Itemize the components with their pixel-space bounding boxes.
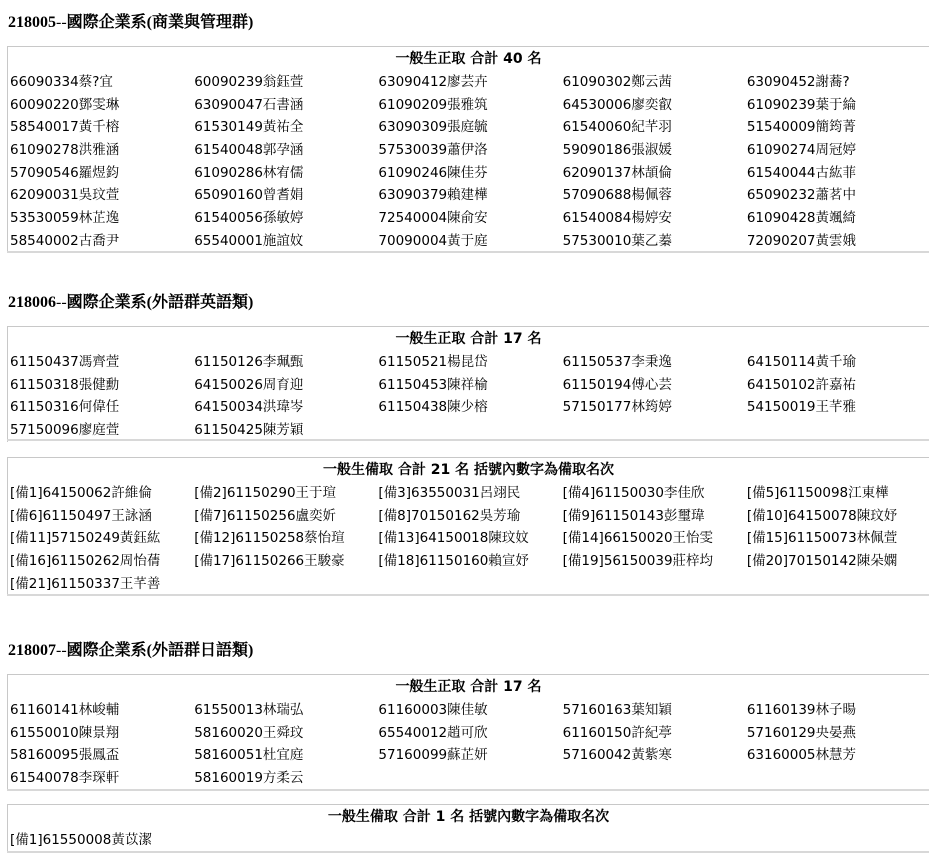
student-entry: 61090209張雅筑 xyxy=(378,96,488,113)
student-entry: 62090137林頡倫 xyxy=(562,164,672,181)
student-entry: 61150437馮齊萱 xyxy=(10,354,120,370)
student-entry: [備18]61150160賴宣妤 xyxy=(378,553,529,570)
student-entry: 61150453陳祥榆 xyxy=(378,376,488,393)
student-entry: [備8]70150162吳芳瑜 xyxy=(378,507,521,524)
student-entry: 57530010葉乙蓁 xyxy=(562,232,672,249)
dept-name: 國際企業系(外語群英語類) xyxy=(66,294,254,311)
student-entry: 61160150許紀葶 xyxy=(562,724,672,741)
student-entry: 61150194傅心芸 xyxy=(562,376,672,393)
table-row xyxy=(8,744,929,767)
list-box-bottom-border xyxy=(7,439,929,441)
student-entry: [備19]56150039莊梓均 xyxy=(562,553,714,570)
student-entry: 61550013林瑞弘 xyxy=(194,702,304,718)
student-entry xyxy=(745,829,929,852)
student-entry: 58160095張鳳盃 xyxy=(10,747,120,764)
student-entry: [備17]61150266王駿豪 xyxy=(194,553,345,570)
table-row xyxy=(8,722,929,745)
table-row xyxy=(8,829,929,852)
table-row xyxy=(8,71,929,94)
table-row xyxy=(8,527,929,550)
student-entry: 72090207黃雲娥 xyxy=(746,232,857,249)
student-entry xyxy=(192,829,376,852)
student-entry: 63090047石書涵 xyxy=(194,96,304,113)
table-row xyxy=(8,139,929,162)
list-box-bottom-border xyxy=(7,789,929,791)
student-entry: [備16]61150262周怡蒨 xyxy=(10,553,161,570)
student-entry: 61150537李秉逸 xyxy=(562,354,672,370)
student-entry: 61150521楊昆岱 xyxy=(378,354,488,370)
list-header: 一般生正取 合計 40 名 xyxy=(395,51,542,67)
list-header: 一般生備取 合計 1 名 括號內數字為備取名次 xyxy=(327,809,610,825)
list-box-bottom-border xyxy=(7,851,929,853)
student-entry: 57150177林筠婷 xyxy=(562,399,672,416)
list-box-waitlist xyxy=(7,804,929,852)
student-entry: 61150126李珮甄 xyxy=(194,354,304,370)
table-row xyxy=(8,505,929,528)
student-entry: 62090031吳玟萱 xyxy=(10,187,120,204)
student-entry: 58540002古喬尹 xyxy=(10,232,120,249)
student-entry: [備12]61150258蔡怡瑄 xyxy=(194,530,345,547)
student-entry: 65090160曾耆娟 xyxy=(194,187,304,204)
student-entry: 57160129央晏燕 xyxy=(746,724,857,741)
student-entry: 59090186張淑媛 xyxy=(562,142,672,159)
student-entry: [備3]63550031呂翊民 xyxy=(378,485,521,501)
student-entry: 61090278洪雅涵 xyxy=(10,142,120,159)
student-entry: [備7]61150256盧奕妡 xyxy=(194,507,337,524)
student-entry: 58160020王舜玟 xyxy=(194,724,304,741)
student-entry: 58160019方柔云 xyxy=(194,770,304,787)
student-entry: 57160163葉知穎 xyxy=(562,702,672,718)
student-entry: 61540084楊婷安 xyxy=(562,210,672,227)
student-entry: 66090334蔡?宜 xyxy=(10,74,113,90)
student-entry: 63090452謝蕎? xyxy=(746,74,850,90)
student-entry: [備2]61150290王于瑄 xyxy=(194,485,337,501)
student-entry: 61540060紀芊羽 xyxy=(562,119,672,136)
list-rows xyxy=(8,482,929,595)
student-entry xyxy=(561,829,745,852)
student-entry: 61150438陳少榕 xyxy=(378,399,488,416)
student-entry: 63090412廖芸卉 xyxy=(378,74,488,90)
student-entry: 64150026周育迎 xyxy=(194,376,304,393)
student-entry: 65540012趙可欣 xyxy=(378,724,488,741)
student-entry: 51540009簡筠菁 xyxy=(746,119,857,136)
student-entry xyxy=(376,573,560,596)
student-entry: 57160099蘇芷妍 xyxy=(378,747,488,764)
student-entry xyxy=(192,573,376,596)
student-entry: 61160139林子暘 xyxy=(746,702,857,718)
student-entry: 61160003陳佳敏 xyxy=(378,702,488,718)
table-row xyxy=(8,94,929,117)
student-entry: 61090286林宥儒 xyxy=(194,164,304,181)
table-row xyxy=(8,230,929,253)
dept-separator: -- xyxy=(56,642,67,659)
list-rows xyxy=(8,71,929,253)
table-row xyxy=(8,396,929,419)
student-entry: 61090274周冠婷 xyxy=(746,142,857,159)
student-entry: 58160051杜宜庭 xyxy=(194,747,304,764)
student-entry: 57160042黃紫寒 xyxy=(562,747,672,764)
student-entry: [備6]61150497王詠涵 xyxy=(10,507,152,524)
student-entry: 61090246陳佳芬 xyxy=(378,164,488,181)
student-entry xyxy=(561,573,745,596)
student-entry: [備21]61150337王芊善 xyxy=(10,575,161,592)
dept-separator: -- xyxy=(56,294,67,311)
student-entry: [備15]61150073林佩萱 xyxy=(746,530,898,547)
student-entry: 61540048郭孕涵 xyxy=(194,142,304,159)
list-rows xyxy=(8,351,929,442)
student-entry: 57090688楊佩蓉 xyxy=(562,187,672,204)
table-row xyxy=(8,573,929,596)
table-row xyxy=(8,374,929,397)
student-entry xyxy=(561,767,745,790)
list-header: 一般生正取 合計 17 名 xyxy=(395,331,542,347)
student-entry: 65540001施誼妏 xyxy=(194,232,304,249)
table-row xyxy=(8,162,929,185)
table-row xyxy=(8,767,929,790)
table-row xyxy=(8,699,929,722)
table-row xyxy=(8,482,929,505)
student-entry xyxy=(376,767,560,790)
student-entry: 61150425陳芳穎 xyxy=(194,422,304,439)
table-row xyxy=(8,116,929,139)
table-row xyxy=(8,184,929,207)
student-entry: [備4]61150030李佳欣 xyxy=(562,485,705,501)
student-entry: 61150318張健勳 xyxy=(10,376,120,393)
student-entry: 61550010陳景翔 xyxy=(10,724,120,741)
student-entry: [備14]66150020王怡雯 xyxy=(562,530,714,547)
student-entry: 63090309張庭毓 xyxy=(378,119,488,136)
dept-name: 國際企業系(外語群日語類) xyxy=(66,642,254,659)
table-row xyxy=(8,207,929,230)
student-entry: [備5]61150098江東樺 xyxy=(746,485,889,501)
dept-title-218006 xyxy=(8,289,253,312)
student-entry: 61530149黃祐全 xyxy=(194,119,304,136)
list-rows xyxy=(8,829,929,852)
student-entry: 61150316何偉任 xyxy=(10,399,120,416)
list-rows xyxy=(8,699,929,790)
student-entry: [備13]64150018陳玟妏 xyxy=(378,530,529,547)
student-entry: 63160005林慧芳 xyxy=(746,747,857,764)
list-box-admitted xyxy=(7,326,929,442)
student-entry: 65090232蕭茗中 xyxy=(746,187,857,204)
student-entry: [備1]61550008黃苡潔 xyxy=(10,832,152,848)
student-entry: 54150019王芊雅 xyxy=(746,399,857,416)
dept-title-218005 xyxy=(8,9,253,32)
student-entry xyxy=(745,573,929,596)
list-header: 一般生備取 合計 21 名 括號內數字為備取名次 xyxy=(323,462,614,478)
list-header: 一般生正取 合計 17 名 xyxy=(395,679,542,695)
table-row xyxy=(8,550,929,573)
student-entry: 64530006廖奕叡 xyxy=(562,96,672,113)
student-entry: 61540078李琛軒 xyxy=(10,770,120,787)
student-entry: 64150114黃千瑜 xyxy=(746,354,857,370)
dept-code: 218006 xyxy=(8,294,56,311)
student-entry: 57090546羅煜鈞 xyxy=(10,164,120,181)
student-entry: 61540056孫敏婷 xyxy=(194,210,304,227)
student-entry: [備20]70150142陳朵嫻 xyxy=(746,553,898,570)
student-entry: 60090220鄧雯琳 xyxy=(10,96,120,113)
list-box-admitted xyxy=(7,46,929,253)
student-entry: 53530059林芷逸 xyxy=(10,210,120,227)
table-row xyxy=(8,351,929,374)
student-entry: 61160141林峻輔 xyxy=(10,702,120,718)
student-entry: 72540004陳俞安 xyxy=(378,210,488,227)
list-box-bottom-border xyxy=(7,594,929,596)
student-entry: 61090302鄭云茜 xyxy=(562,74,672,90)
dept-separator: -- xyxy=(56,14,67,31)
dept-code: 218005 xyxy=(8,14,56,31)
student-entry: 61090239葉于綸 xyxy=(746,96,857,113)
student-entry: 61090428黃颯綺 xyxy=(746,210,857,227)
list-box-bottom-border xyxy=(7,251,929,253)
student-entry xyxy=(745,767,929,790)
student-entry: 58540017黃千榕 xyxy=(10,119,120,136)
student-entry: [備10]64150078陳玟妤 xyxy=(746,507,898,524)
student-entry: 57530039蕭伊洛 xyxy=(378,142,488,159)
student-entry: 64150102許嘉祐 xyxy=(746,376,857,393)
dept-code: 218007 xyxy=(8,642,56,659)
list-box-admitted xyxy=(7,674,929,790)
student-entry: [備1]64150062許維倫 xyxy=(10,485,152,501)
student-entry: 70090004黃于庭 xyxy=(378,232,488,249)
student-entry: [備9]61150143彭璽瑋 xyxy=(562,507,705,524)
student-entry: 63090379賴建樺 xyxy=(378,187,488,204)
dept-name: 國際企業系(商業與管理群) xyxy=(66,14,254,31)
student-entry: 57150096廖庭萱 xyxy=(10,422,120,439)
student-entry xyxy=(376,829,560,852)
dept-title-218007 xyxy=(8,637,253,660)
student-entry: 60090239翁鈺萱 xyxy=(194,74,304,90)
student-entry: 61540044古紘菲 xyxy=(746,164,857,181)
student-entry: [備11]57150249黃鈺紘 xyxy=(10,530,161,547)
list-box-waitlist xyxy=(7,457,929,595)
student-entry: 64150034洪瑋岑 xyxy=(194,399,304,416)
